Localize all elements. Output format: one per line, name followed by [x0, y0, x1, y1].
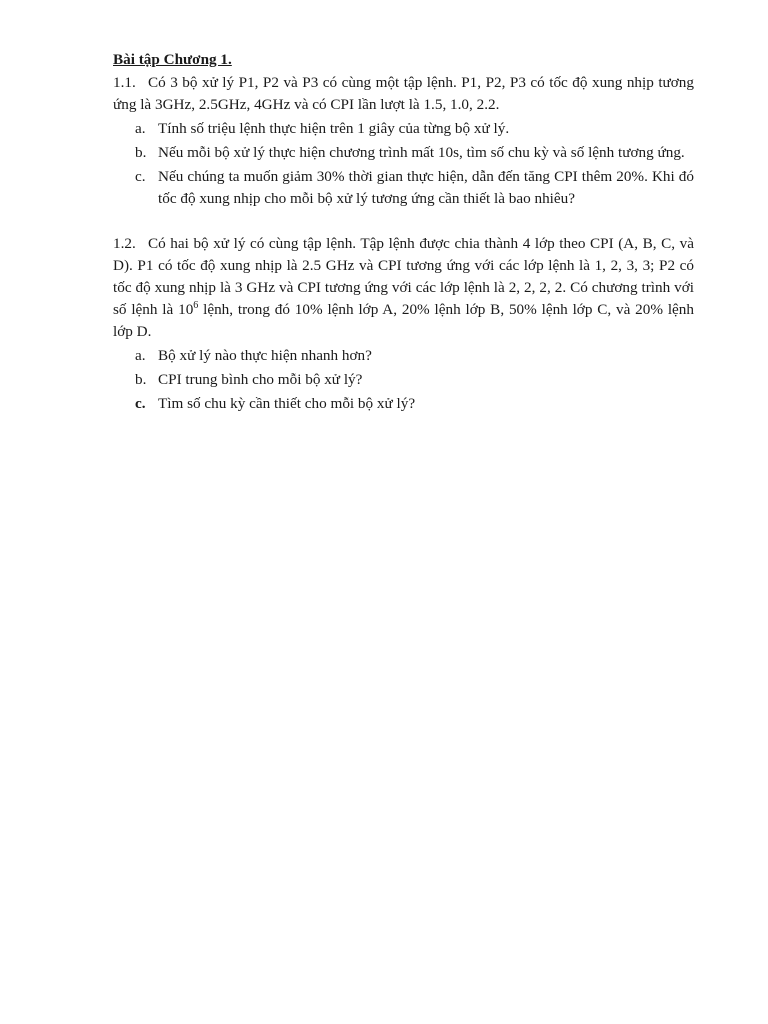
question-2-text-before: Có hai bộ xử lý có cùng tập lệnh. Tập lệnh được chia thành 4 lớp theo CPI (A, B, C, và D). P1 có tốc độ xung nhịp là 2.5 GHz và CPI tương ứng với các lớp lệnh là 1, 2, 3, 3; P2 có tốc độ xung nhịp là 3 GHz và CPI tương ứng với các lớp lệnh là 2, 2, 2, 2. Có chương trình với số lệnh là 10 [113, 235, 694, 318]
question-1-text: Có 3 bộ xử lý P1, P2 và P3 có cùng một tập lệnh. P1, P2, P3 có tốc độ xung nhịp tương ứng là 3GHz, 2.5GHz, 4GHz và có CPI lần lượt là 1.5, 1.0, 2.2. [113, 74, 694, 113]
question-2-items [113, 345, 694, 415]
chapter-title: Bài tập Chương 1. [113, 51, 232, 68]
question-1-number: 1.1. [113, 74, 136, 91]
item-text: Nếu chúng ta muốn giảm 30% thời gian thực hiện, dẫn đến tăng CPI thêm 20%. Khi đó tốc độ xung nhịp cho mỗi bộ xử lý tương ứng cần thiết là bao nhiêu? [158, 168, 694, 207]
question-1-items [113, 118, 694, 210]
item-label: a. [135, 120, 146, 137]
item-label: a. [135, 347, 146, 364]
question-2-text-after: lệnh, trong đó 10% lệnh lớp A, 20% lệnh lớp B, 50% lệnh lớp C, và 20% lệnh lớp D. [113, 301, 694, 340]
question-1-item-c [113, 166, 694, 210]
item-text: Tính số triệu lệnh thực hiện trên 1 giây của từng bộ xử lý. [158, 120, 510, 137]
item-text: Tìm số chu kỳ cần thiết cho mỗi bộ xử lý? [158, 395, 416, 412]
document-page [113, 49, 694, 417]
question-2-item-c [113, 393, 694, 415]
question-2-number: 1.2. [113, 235, 136, 252]
question-2 [113, 233, 694, 343]
item-label: c. [135, 395, 146, 412]
question-1 [113, 72, 694, 116]
question-2-item-b [113, 369, 694, 391]
question-1-item-a [113, 118, 694, 140]
question-2-item-a [113, 345, 694, 367]
item-label: c. [135, 168, 146, 185]
question-1-item-b [113, 142, 694, 164]
item-label: b. [135, 144, 147, 161]
item-text: CPI trung bình cho mỗi bộ xử lý? [158, 371, 363, 388]
item-text: Nếu mỗi bộ xử lý thực hiện chương trình mất 10s, tìm số chu kỳ và số lệnh tương ứng. [158, 144, 685, 161]
item-text: Bộ xử lý nào thực hiện nhanh hơn? [158, 347, 372, 364]
item-label: b. [135, 371, 147, 388]
question-2-exponent: 6 [193, 299, 199, 311]
